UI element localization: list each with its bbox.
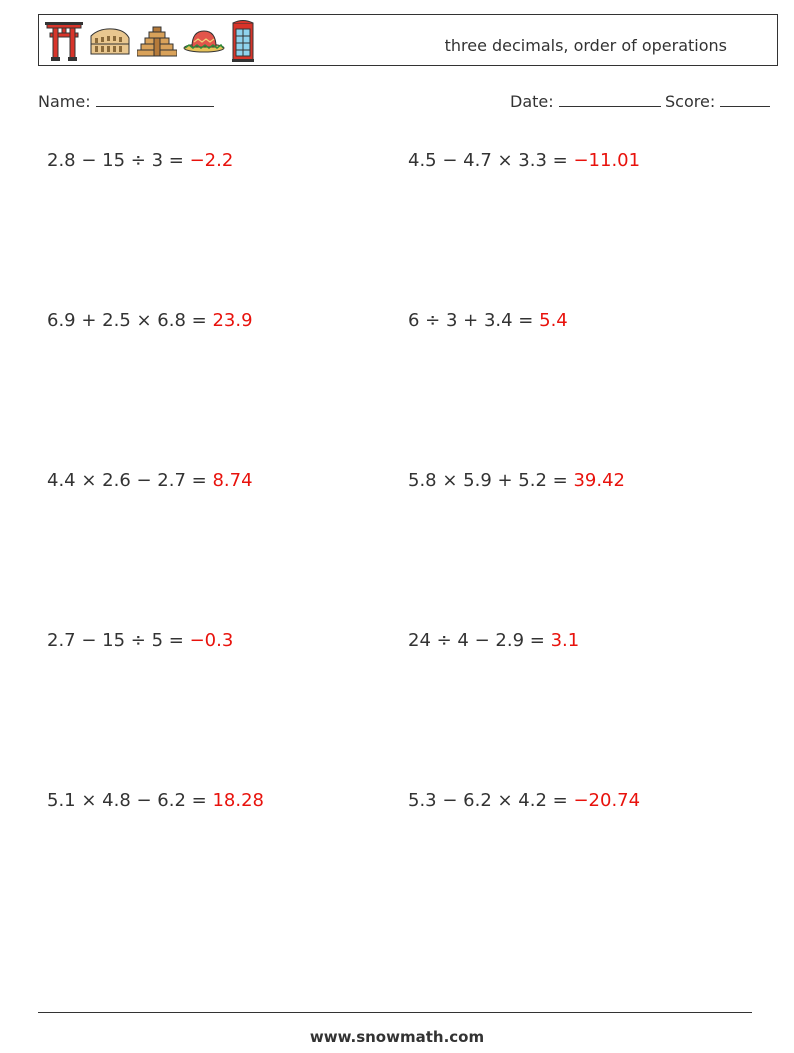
problem [408,470,625,491]
problem-expression: 24 ÷ 4 − 2.9 = [408,630,545,651]
problem-answer: −2.2 [189,150,234,171]
colosseum-icon [89,26,131,56]
problem-expression: 4.5 − 4.7 × 3.3 = [408,150,568,171]
problem-answer: 5.4 [539,310,568,331]
problem-answer: 18.28 [212,790,264,811]
date-label: Date: [510,92,554,111]
problem-answer: −11.01 [573,150,641,171]
problem-expression: 5.1 × 4.8 − 6.2 = [47,790,207,811]
date-field [510,92,661,111]
problem [47,310,253,331]
problem-answer: 23.9 [212,310,253,331]
score-label: Score: [665,92,716,111]
problem-expression: 2.8 − 15 ÷ 3 = [47,150,184,171]
header-icons [45,19,255,63]
footer-divider [38,1012,752,1013]
problem-expression: 5.3 − 6.2 × 4.2 = [408,790,568,811]
problem-answer: −20.74 [573,790,641,811]
header-box [38,14,778,66]
date-blank[interactable] [559,92,661,107]
score-field [665,92,770,111]
problem [408,790,640,811]
problem-answer: 39.42 [573,470,625,491]
problem [47,150,233,171]
problem [47,630,233,651]
footer-website[interactable]: www.snowmath.com [309,1028,485,1046]
problem [408,150,640,171]
score-blank[interactable] [720,92,770,107]
sombrero-icon [183,28,225,54]
problem-expression: 6 ÷ 3 + 3.4 = [408,310,534,331]
problem-expression: 4.4 × 2.6 − 2.7 = [47,470,207,491]
problem [408,630,579,651]
phone-booth-icon [231,19,255,63]
worksheet-title: three decimals, order of operations [444,36,727,55]
name-field [38,92,214,111]
problem-answer: −0.3 [189,630,234,651]
problem [47,790,264,811]
problem-expression: 5.8 × 5.9 + 5.2 = [408,470,568,491]
problem-answer: 3.1 [550,630,580,651]
name-label: Name: [38,92,91,111]
torii-gate-icon [45,20,83,62]
pyramid-icon [137,25,177,57]
problem [408,310,568,331]
problem-expression: 2.7 − 15 ÷ 5 = [47,630,184,651]
problem-answer: 8.74 [212,470,253,491]
problem-expression: 6.9 + 2.5 × 6.8 = [47,310,207,331]
problem [47,470,253,491]
name-blank[interactable] [96,92,214,107]
